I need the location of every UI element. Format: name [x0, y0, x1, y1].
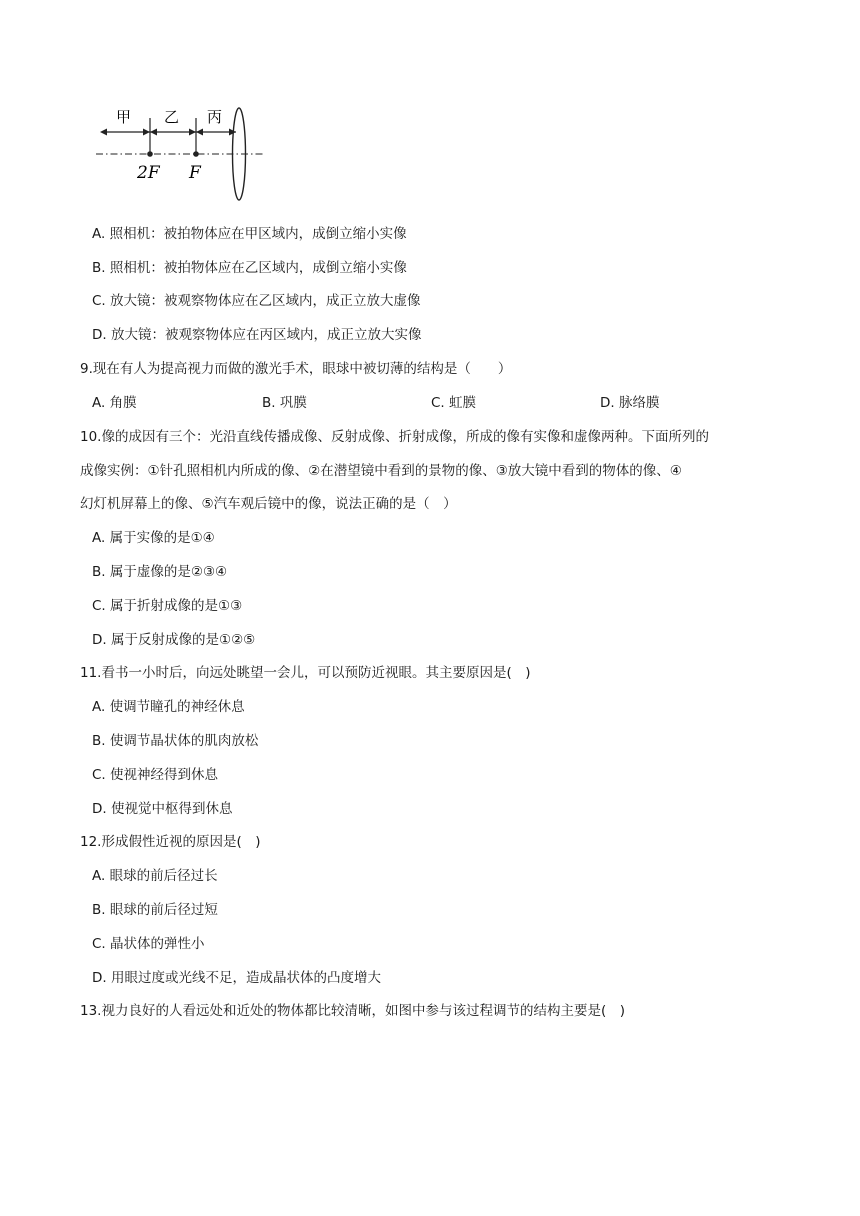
- q13-stem: 13.视力良好的人看远处和近处的物体都比较清晰，如图中参与该过程调节的结构主要是( ): [80, 1003, 626, 1019]
- q12-option-d: D. 用眼过度或光线不足，造成晶状体的凸度增大: [92, 970, 381, 986]
- q9-option-b: B. 巩膜: [262, 395, 307, 411]
- point-label-2f: 2F: [137, 163, 160, 183]
- q11-stem: 11.看书一小时后，向远处眺望一会儿，可以预防近视眼。其主要原因是( ): [80, 665, 531, 681]
- arrowhead-bing-left: [196, 129, 203, 136]
- q9-stem: 9.现在有人为提高视力而做的激光手术，眼球中被切薄的结构是（ ）: [80, 361, 512, 377]
- arrowhead-yi-right: [189, 129, 196, 136]
- lens-diagram-svg: [92, 100, 267, 204]
- q10-option-c: C. 属于折射成像的是①③: [92, 598, 243, 614]
- q12-option-a: A. 眼球的前后径过长: [92, 868, 218, 884]
- arrowhead-left: [100, 129, 107, 136]
- lens-zone-diagram: [92, 100, 267, 204]
- zone-label-jia: 甲: [116, 108, 132, 126]
- q10-option-d: D. 属于反射成像的是①②⑤: [92, 632, 256, 648]
- q9-option-c: C. 虹膜: [431, 395, 477, 411]
- q10-stem-line-3: 幻灯机屏幕上的像、⑤汽车观后镜中的像，说法正确的是（ ）: [80, 496, 457, 512]
- point-2f: [147, 151, 153, 157]
- q8-option-b: B. 照相机：被拍物体应在乙区域内，成倒立缩小实像: [92, 260, 407, 276]
- q10-stem-line-2: 成像实例：①针孔照相机内所成的像、②在潜望镜中看到的景物的像、③放大镜中看到的物体的像、④: [80, 463, 682, 479]
- arrowhead-jia-right: [143, 129, 150, 136]
- q8-option-c: C. 放大镜：被观察物体应在乙区域内，成正立放大虚像: [92, 293, 421, 309]
- zone-label-yi: 乙: [164, 108, 180, 126]
- q12-stem: 12.形成假性近视的原因是( ): [80, 834, 261, 850]
- q12-option-c: C. 晶状体的弹性小: [92, 936, 205, 952]
- point-f: [193, 151, 199, 157]
- zone-label-bing: 丙: [207, 108, 223, 126]
- q10-stem-line-1: 10.像的成因有三个：光沿直线传播成像、反射成像、折射成像，所成的像有实像和虚像两种。下面所列的: [80, 429, 709, 445]
- q8-option-d: D. 放大镜：被观察物体应在丙区域内，成正立放大实像: [92, 327, 422, 343]
- arrowhead-yi-left: [150, 129, 157, 136]
- q11-option-d: D. 使视觉中枢得到休息: [92, 801, 233, 817]
- q10-option-a: A. 属于实像的是①④: [92, 530, 215, 546]
- point-label-f: F: [189, 163, 201, 183]
- q9-option-a: A. 角膜: [92, 395, 137, 411]
- q10-option-b: B. 属于虚像的是②③④: [92, 564, 228, 580]
- q9-options: [92, 393, 792, 413]
- q12-option-b: B. 眼球的前后径过短: [92, 902, 218, 918]
- q11-option-c: C. 使视神经得到休息: [92, 767, 219, 783]
- q9-option-d: D. 脉络膜: [600, 395, 660, 411]
- q8-option-a: A. 照相机：被拍物体应在甲区域内，成倒立缩小实像: [92, 226, 407, 242]
- q11-option-b: B. 使调节晶状体的肌肉放松: [92, 733, 259, 749]
- q11-option-a: A. 使调节瞳孔的神经休息: [92, 699, 245, 715]
